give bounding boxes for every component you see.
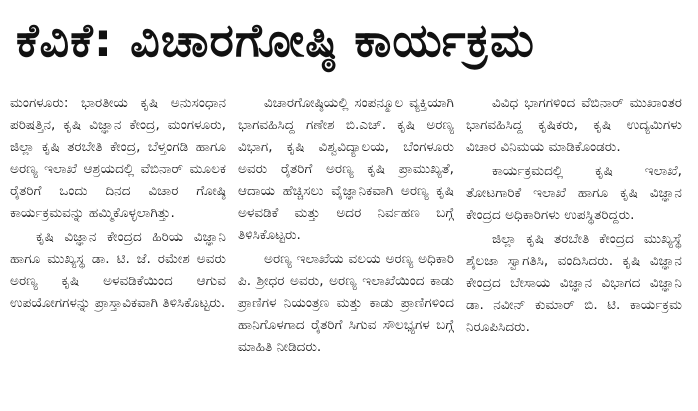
column-1 (10, 92, 226, 358)
paragraph: ವಿಚಾರಗೋಷ್ಠಿಯಲ್ಲಿ ಸಂಪನ್ಮೂಲ ವ್ಯಕ್ತಿಯಾಗಿ ಭಾಗವಹಿಸಿದ್ದ ಗಣೇಶ ಬಿ.ಎಚ್. ಕೃಷಿ ಅರಣ್ಯ ವಿಭಾಗ, ಕೃಷಿ ವಿಶ್ವವಿದ್ಯಾಲಯ, ಬೆಂಗಳೂರು ಅವರು ರೈತರಿಗೆ ಅರಣ್ಯ ಕೃಷಿ ಪ್ರಾಮುಖ್ಯತೆ, ಆದಾಯ ಹೆಚ್ಚಿಸಲು ವೈಜ್ಞಾನಿಕವಾಗಿ ಅರಣ್ಯ ಕೃಷಿ ಅಳವಡಿಕೆ ಮತ್ತು ಅದರ ನಿರ್ವಹಣ ಬಗ್ಗೆ ತಿಳಿಸಿಕೊಟ್ಟರು. (238, 95, 454, 243)
column-2 (238, 92, 454, 358)
paragraph: ಮಂಗಳೂರು: ಭಾರತೀಯ ಕೃಷಿ ಅನುಸಂಧಾನ ಪರಿಷತ್ತಿನ, ಕೃಷಿ ವಿಜ್ಞಾನ ಕೇಂದ್ರ, ಮಂಗಳೂರು, ಜಿಲ್ಲಾ ಕೃಷಿ ತರಬೇತಿ ಕೇಂದ್ರ, ಬೆಳ್ತಂಗಡಿ ಹಾಗೂ ಅರಣ್ಯ ಇಲಾಖೆ ಆಶ್ರಯದಲ್ಲಿ ವೆಬಿನಾರ್ ಮೂಲಕ ರೈತರಿಗೆ ಒಂದು ದಿನದ ವಿಚಾರ ಗೋಷ್ಠಿ ಕಾರ್ಯಕ್ರಮವನ್ನು ಹಮ್ಮಿಕೊಳ್ಳಲಾಗಿತ್ತು. (10, 95, 226, 221)
paragraph: ಅರಣ್ಯ ಇಲಾಖೆಯ ವಲಯ ಅರಣ್ಯ ಅಧಿಕಾರಿ ಪಿ. ಶ್ರೀಧರ ಅವರು, ಅರಣ್ಯ ಇಲಾಖೆಯಿಂದ ಕಾಡು ಪ್ರಾಣಿಗಳ ನಿಯಂತ್ರಣ ಮತ್ತು ಕಾಡು ಪ್ರಾಣಿಗಳಿಂದ ಹಾನಿಗೊಳಗಾದ ರೈತರಿಗೆ ಸಿಗುವ ಸೌಲಭ್ಯಗಳ ಬಗ್ಗೆ ಮಾಹಿತಿ ನೀಡಿದರು. (238, 251, 454, 355)
paragraph: ವಿವಿಧ ಭಾಗಗಳಿಂದ ವೆಬಿನಾರ್ ಮುಖಾಂತರ ಭಾಗವಹಿಸಿದ್ದ ಕೃಷಿಕರು, ಕೃಷಿ ಉದ್ಯಮಿಗಳು ವಿಚಾರ ವಿನಿಮಯ ಮಾಡಿಕೊಂಡರು. (466, 95, 682, 155)
article-body (10, 92, 688, 358)
paragraph: ಜಿಲ್ಲಾ ಕೃಷಿ ತರಬೇತಿ ಕೇಂದ್ರದ ಮುಖ್ಯಸ್ಥೆ ಶೈಲಜಾ ಸ್ವಾಗತಿಸಿ, ವಂದಿಸಿದರು. ಕೃಷಿ ವಿಜ್ಞಾನ ಕೇಂದ್ರದ ಬೇಸಾಯ ವಿಜ್ಞಾನ ವಿಭಾಗದ ವಿಜ್ಞಾನಿ ಡಾ. ನವೀನ್ ಕುಮಾರ್ ಬಿ. ಟಿ. ಕಾರ್ಯಕ್ರಮ ನಿರೂಪಿಸಿದರು. (466, 231, 682, 335)
article-headline: ಕೆವಿಕೆ: ವಿಚಾರಗೋಷ್ಠಿ ಕಾರ್ಯಕ್ರಮ (16, 13, 535, 67)
column-3 (466, 92, 682, 358)
paragraph: ಕೃಷಿ ವಿಜ್ಞಾನ ಕೇಂದ್ರದ ಹಿರಿಯ ವಿಜ್ಞಾನಿ ಹಾಗೂ ಮುಖ್ಯಸ್ಥ ಡಾ. ಟಿ. ಜೆ. ರಮೇಶ ಅವರು ಅರಣ್ಯ ಕೃಷಿ ಅಳವಡಿಕೆಯಿಂದ ಆಗುವ ಉಪಯೋಗಗಳನ್ನು ಪ್ರಾಸ್ತಾವಿಕವಾಗಿ ತಿಳಿಸಿಕೊಟ್ಟರು. (10, 229, 226, 311)
paragraph: ಕಾರ್ಯಕ್ರಮದಲ್ಲಿ ಕೃಷಿ ಇಲಾಖೆ, ತೋಟಗಾರಿಕೆ ಇಲಾಖೆ ಹಾಗೂ ಕೃಷಿ ವಿಜ್ಞಾನ ಕೇಂದ್ರದ ಅಧಿಕಾರಿಗಳು ಉಪಸ್ಥಿತರಿದ್ದರು. (466, 163, 682, 223)
